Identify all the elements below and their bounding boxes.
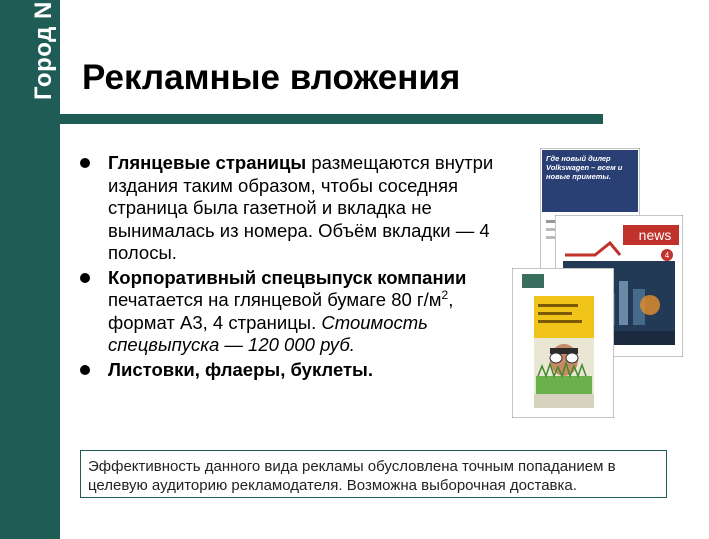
title-rule bbox=[60, 114, 603, 124]
sidebar bbox=[0, 0, 60, 539]
bullet-bold: Листовки, флаеры, буклеты. bbox=[108, 358, 373, 380]
footer-note-text: Эффективность данного вида рекламы обусловлена точным попаданием в целевую аудиторию рекламодателя. Возможна выборочная доставка. bbox=[88, 458, 616, 494]
bullet-text: размещаются внутри издания таким образом, чтобы соседняя страница была газетной и вкладка не вынималась из номера. Объём вкладки — 4 полосы. bbox=[108, 152, 494, 263]
bullet-italic: Стоимость спецвыпуска — 120 000 руб. bbox=[108, 311, 428, 355]
brand-logo bbox=[10, 1, 57, 100]
magazine-front-image bbox=[512, 268, 614, 418]
magazine-digit: 4 bbox=[664, 251, 670, 260]
bullet-bold: Корпоративный спецвыпуск компании bbox=[108, 266, 467, 288]
bullet-superscript: 2 bbox=[441, 287, 449, 302]
bullet-text: печатается на глянцевой бумаге 80 г/м bbox=[108, 289, 442, 310]
bullet-dot-icon bbox=[80, 365, 90, 375]
bullet-list bbox=[80, 152, 520, 383]
magazine-back-headline: Где новый дилер Volkswagen – всем и новые приметы. bbox=[546, 154, 623, 181]
bullet-item bbox=[80, 152, 520, 265]
bullet-item bbox=[80, 359, 520, 382]
slide-title: Рекламные вложения bbox=[82, 58, 461, 97]
footer-note-box bbox=[80, 450, 667, 498]
bullet-dot-icon bbox=[80, 273, 90, 283]
bullet-text: , формат А3, 4 страницы. bbox=[108, 289, 454, 333]
bullet-item bbox=[80, 267, 520, 357]
bullet-dot-icon bbox=[80, 158, 90, 168]
magazine-news-label: news bbox=[638, 227, 672, 243]
bullet-bold: Глянцевые страницы bbox=[108, 152, 307, 173]
brand-logo-text: Город N bbox=[30, 1, 57, 100]
